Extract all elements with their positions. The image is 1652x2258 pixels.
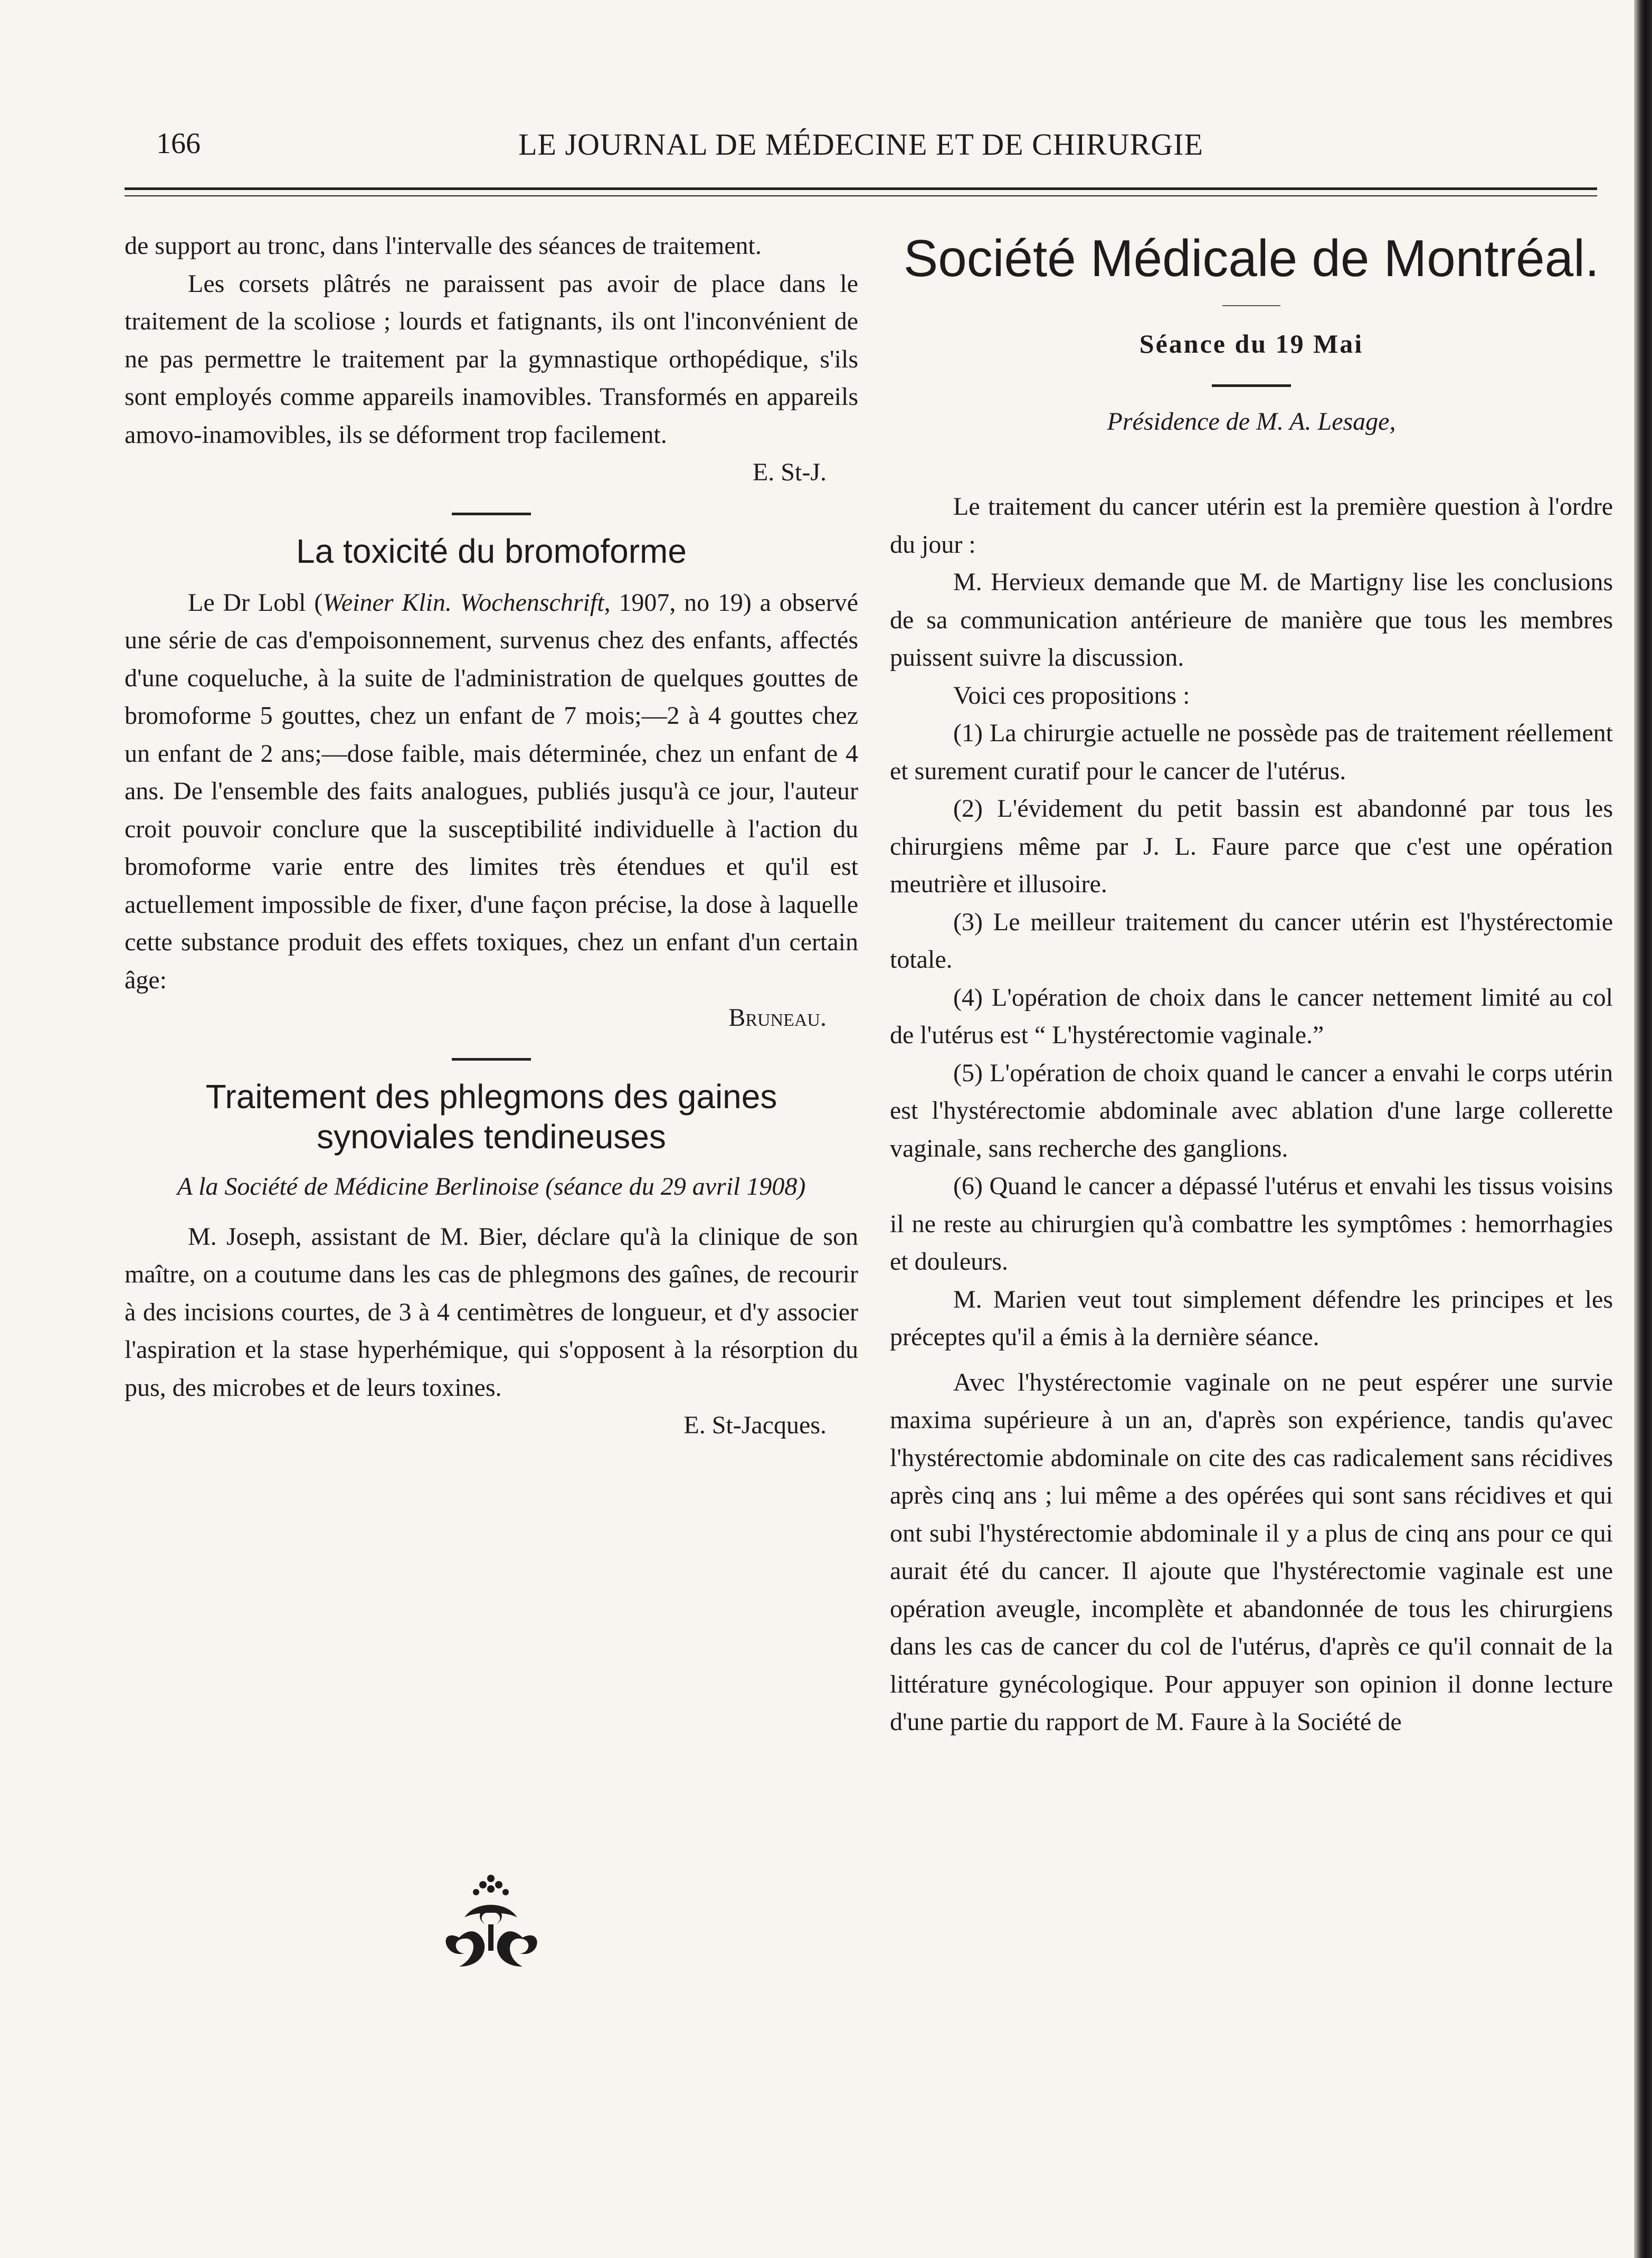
proposition-5: (5) L'opération de choix quand le cancer a envahi le corps utérin est l'hystérectomie abdominale avec ablation d'une large collerette vaginale, sans recherche des ganglions.: [890, 1059, 1613, 1163]
discussion-paragraph: Avec l'hystérectomie vaginale on ne peut espérer une survie maxima supérieure à un an, d'après son expérience, tandis qu'avec l'hystérectomie abdominale on cite des cas radicalement sans récidives après cinq ans ; lui même a des opérées qui sont sans récidives et qui ont subi l'hystérectomie abdominale il y a plus de cinq ans pour ce qui aurait été du cancer. Il ajoute que l'hystérectomie vaginale est une opération aveugle, incomplète et abandonnée de tous les chirurgiens dans les cas de cancer du col de l'utérus, d'après ce qu'il connait de la littérature gynécologique. Pour appuyer son opinion il donne lecture d'une partie du rapport de M. Faure à la Société de: [890, 1368, 1613, 1736]
intro-signature: E. St-J.: [752, 458, 827, 486]
presidence-line: Présidence de M. A. Lesage,: [1107, 407, 1396, 436]
article-signature-bruneau: Bruneau.: [728, 1004, 827, 1032]
proposition-2: (2) L'évidement du petit bassin est abandonné par tous les chirurgiens même par J. L. Faure parce que c'est une opération meutrière et illusoire.: [890, 795, 1613, 898]
left-column: [125, 227, 858, 1444]
article-title-phlegmons: Traitement des phlegmons des gaines synoviales tendineuses: [205, 1077, 777, 1156]
discussion-paragraph: M. Marien veut tout simplement défendre les principes et les préceptes qu'il a émis à la dernière séance.: [890, 1285, 1613, 1351]
body-start: Le Dr Lobl (: [188, 588, 323, 617]
intro-paragraph: Les corsets plâtrés ne paraissent pas avoir de place dans le traitement de la scoliose ; lourds et fatignants, ils ont l'inconvénient de ne pas permettre le traitement par la gymnastique orthopédique, s'ils sont employés comme appareils inamovibles. Transformés en appareils amovo-inamovibles, ils se déforment trop facilement.: [125, 269, 858, 449]
discussion-paragraph: M. Hervieux demande que M. de Martigny lise les conclusions de sa communication antérieure de manière que tous les membres puissent suivre la discussion.: [890, 568, 1613, 672]
section-divider: [452, 513, 531, 515]
society-title: Société Médicale de Montréal.: [903, 229, 1600, 287]
proposition-1: (1) La chirurgie actuelle ne possède pas de traitement réellement et surement curatif pour le cancer de l'utérus.: [890, 719, 1613, 785]
right-column: [890, 227, 1613, 1741]
body-rest: , 1907, no 19) a observé une série de cas d'empoisonnement, survenus chez des enfants, affectés d'une coqueluche, à la suite de l'administration de quelques gouttes de bromoforme 5 gouttes, chez un enfant de 7 mois;—2 à 4 gouttes chez un enfant de 2 ans;—dose faible, mais déterminée, chez un enfant de 4 ans. De l'ensemble des faits analogues, publiés jusqu'à ce jour, l'auteur croit pouvoir conclure que la susceptibilité individuelle à l'action du bromoforme varie entre des limites très étendues et qu'il est actuellement impossible de fixer, d'une façon précise, la dose à laquelle cette substance produit des effets toxiques, chez un enfant d'un certain âge:: [125, 588, 859, 994]
article-title-bromoforme: La toxicité du bromoforme: [296, 532, 687, 570]
page-binding-edge: [1634, 0, 1652, 2258]
title-divider: [1222, 305, 1280, 306]
proposition-4: (4) L'opération de choix dans le cancer nettement limité au col de l'utérus est “ L'hystérectomie vaginale.”: [890, 983, 1613, 1049]
section-divider: [452, 1058, 531, 1061]
discussion-paragraph: Voici ces propositions :: [953, 681, 1190, 710]
header-rule-thin: [125, 195, 1597, 196]
section-divider: [1212, 384, 1291, 387]
running-title: LE JOURNAL DE MÉDECINE ET DE CHIRURGIE: [518, 127, 1203, 162]
proposition-3: (3) Le meilleur traitement du cancer utérin est l'hystérectomie totale.: [890, 908, 1613, 974]
discussion-paragraph: Le traitement du cancer utérin est la première question à l'ordre du jour :: [890, 493, 1613, 559]
article-signature-stjacques: E. St-Jacques.: [683, 1411, 827, 1439]
header-rule: [125, 187, 1597, 190]
seance-date: Séance du 19 Mai: [1139, 329, 1364, 358]
source-journal: Weiner Klin. Wochenschrift: [322, 588, 604, 617]
article-body-phlegmons: M. Joseph, assistant de M. Bier, déclare qu'à la clinique de son maître, on a coutume dans les cas de phlegmons des gaînes, de recourir à des incisions courtes, de 3 à 4 centimètres de longueur, et d'y associer l'aspiration et la stase hyperhémique, qui s'opposent à la résorption du pus, des microbes et de leurs toxines.: [125, 1222, 858, 1402]
intro-continuation: de support au tronc, dans l'intervalle des séances de traitement.: [125, 232, 762, 260]
article-subtitle-phlegmons: A la Société de Médicine Berlinoise (séance du 29 avril 1908): [177, 1172, 806, 1201]
proposition-6: (6) Quand le cancer a dépassé l'utérus et envahi les tissus voisins il ne reste au chirurgien qu'à combattre les symptômes : hemorrhagies et douleurs.: [890, 1172, 1613, 1276]
fleuron-ornament: [428, 1869, 554, 1980]
page-header: [125, 127, 1597, 169]
article-body-bromoforme: [125, 584, 858, 999]
page-number: 166: [156, 127, 201, 160]
